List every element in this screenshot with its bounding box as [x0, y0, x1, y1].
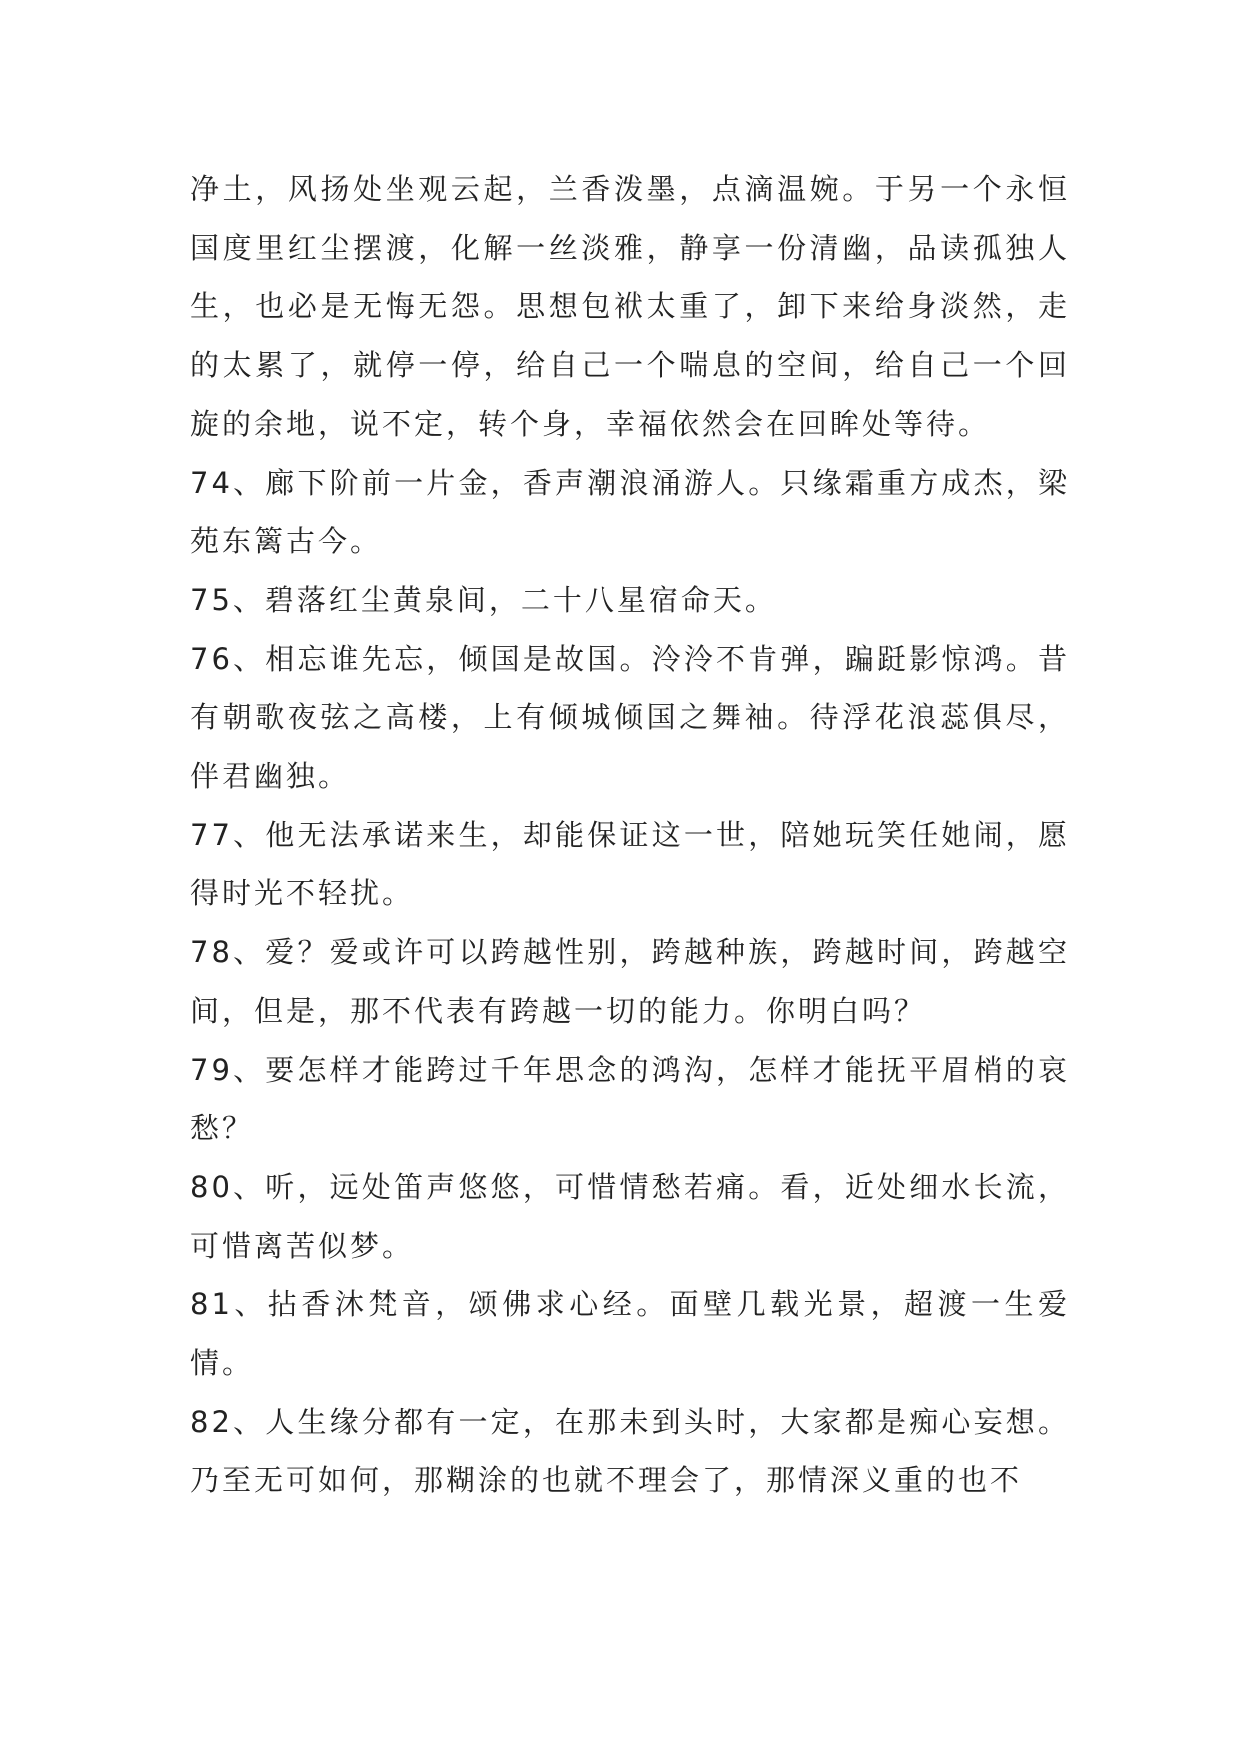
- paragraph-75: 75、碧落红尘黄泉间，二十八星宿命天。: [190, 582, 777, 617]
- paragraph-77: 77、他无法承诺来生，却能保证这一世，陪她玩笑任她闹，愿得时光不轻扰。: [190, 817, 1070, 911]
- document-body: [190, 160, 1070, 1510]
- paragraph-81: 81、拈香沐梵音，颂佛求心经。面壁几载光景，超渡一生爱情。: [190, 1287, 1070, 1381]
- paragraph-78: 78、爱？爱或许可以跨越性别，跨越种族，跨越时间，跨越空间，但是，那不代表有跨越一切的能力。你明白吗？: [190, 935, 1070, 1028]
- paragraph-continuation: 净土，风扬处坐观云起，兰香泼墨，点滴温婉。于另一个永恒国度里红尘摆渡，化解一丝淡雅，静享一份清幽，品读孤独人生，也必是无悔无怨。思想包袱太重了，卸下来给身淡然，走的太累了，就停一停，给自己一个喘息的空间，给自己一个回旋的余地，说不定，转个身，幸福依然会在回眸处等待。: [190, 172, 1070, 441]
- paragraph-79: 79、要怎样才能跨过千年思念的鸿沟，怎样才能抚平眉梢的哀愁？: [190, 1052, 1070, 1146]
- paragraph-74: 74、廊下阶前一片金，香声潮浪涌游人。只缘霜重方成杰，梁苑东篱古今。: [190, 465, 1070, 559]
- paragraph-82: 82、人生缘分都有一定，在那未到头时，大家都是痴心妄想。乃至无可如何，那糊涂的也就不理会了，那情深义重的也不: [190, 1404, 1070, 1498]
- paragraph-80: 80、听，远处笛声悠悠，可惜情愁若痛。看，近处细水长流，可惜离苦似梦。: [190, 1169, 1070, 1263]
- paragraph-76: 76、相忘谁先忘，倾国是故国。泠泠不肯弹，蹁跹影惊鸿。昔有朝歌夜弦之高楼，上有倾城倾国之舞袖。待浮花浪蕊俱尽，伴君幽独。: [190, 641, 1070, 794]
